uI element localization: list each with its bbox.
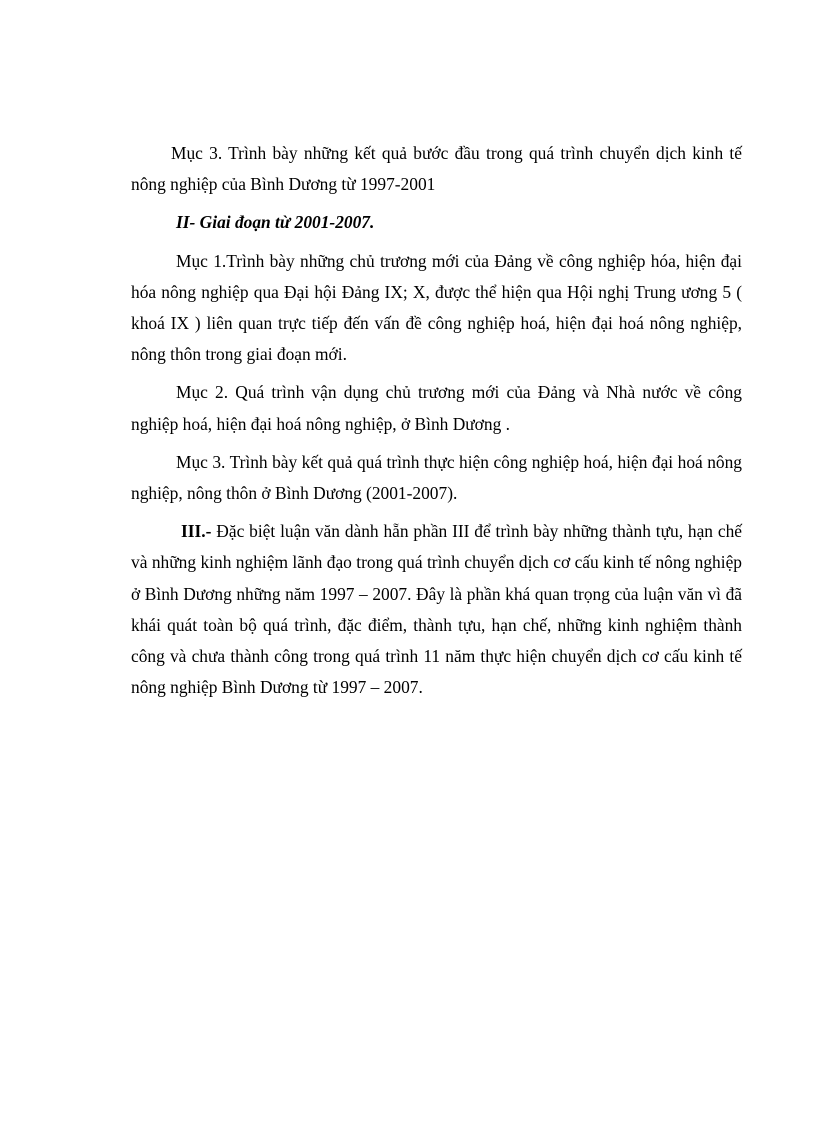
section-iii-label: III.-	[181, 521, 212, 542]
paragraph-muc-1: Mục 1.Trình bày những chủ trương mới của Đảng về công nghiệp hóa, hiện đại hóa nông nghiệp qua Đại hội Đảng IX; X, được thể hiện qua Hội nghị Trung ương 5 ( khoá IX ) liên quan trực tiếp đến vấn đề công nghiệp hoá, hiện đại hoá nông nghiệp, nông thôn trong giai đoạn mới.	[131, 250, 742, 365]
section-heading-ii: II- Giai đoạn từ 2001-2007.	[176, 212, 375, 233]
paragraph-muc-3-results: Mục 3. Trình bày kết quả quá trình thực hiện công nghiệp hoá, hiện đại hoá nông nghiệp, nông thôn ở Bình Dương (2001-2007).	[131, 451, 742, 504]
section-iii-text: Đặc biệt luận văn dành hẵn phần III để trình bày những thành tựu, hạn chế và những kinh nghiệm lãnh đạo trong quá trình chuyển dịch cơ cấu kinh tế nông nghiệp ở Bình Dương những năm 1997 – 2007. Đây là phần khá quan trọng của luận văn vì đã khái quát toàn bộ quá trình, đặc điểm, thành tựu, hạn chế, những kinh nghiệm thành công và chưa thành công trong quá trình 11 năm thực hiện chuyển dịch cơ cấu kinh tế nông nghiệp Bình Dương từ 1997 – 2007.	[131, 521, 742, 698]
paragraph-muc-2: Mục 2. Quá trình vận dụng chủ trương mới của Đảng và Nhà nước về công nghiệp hoá, hiện đại hoá nông nghiệp, ở Bình Dương .	[131, 382, 742, 434]
paragraph-section-iii	[131, 516, 742, 703]
document-page	[131, 138, 742, 703]
paragraph-muc-3-early-results: Mục 3. Trình bày những kết quả bước đầu trong quá trình chuyển dịch kinh tế nông nghiệp của Bình Dương từ 1997-2001	[131, 143, 742, 195]
